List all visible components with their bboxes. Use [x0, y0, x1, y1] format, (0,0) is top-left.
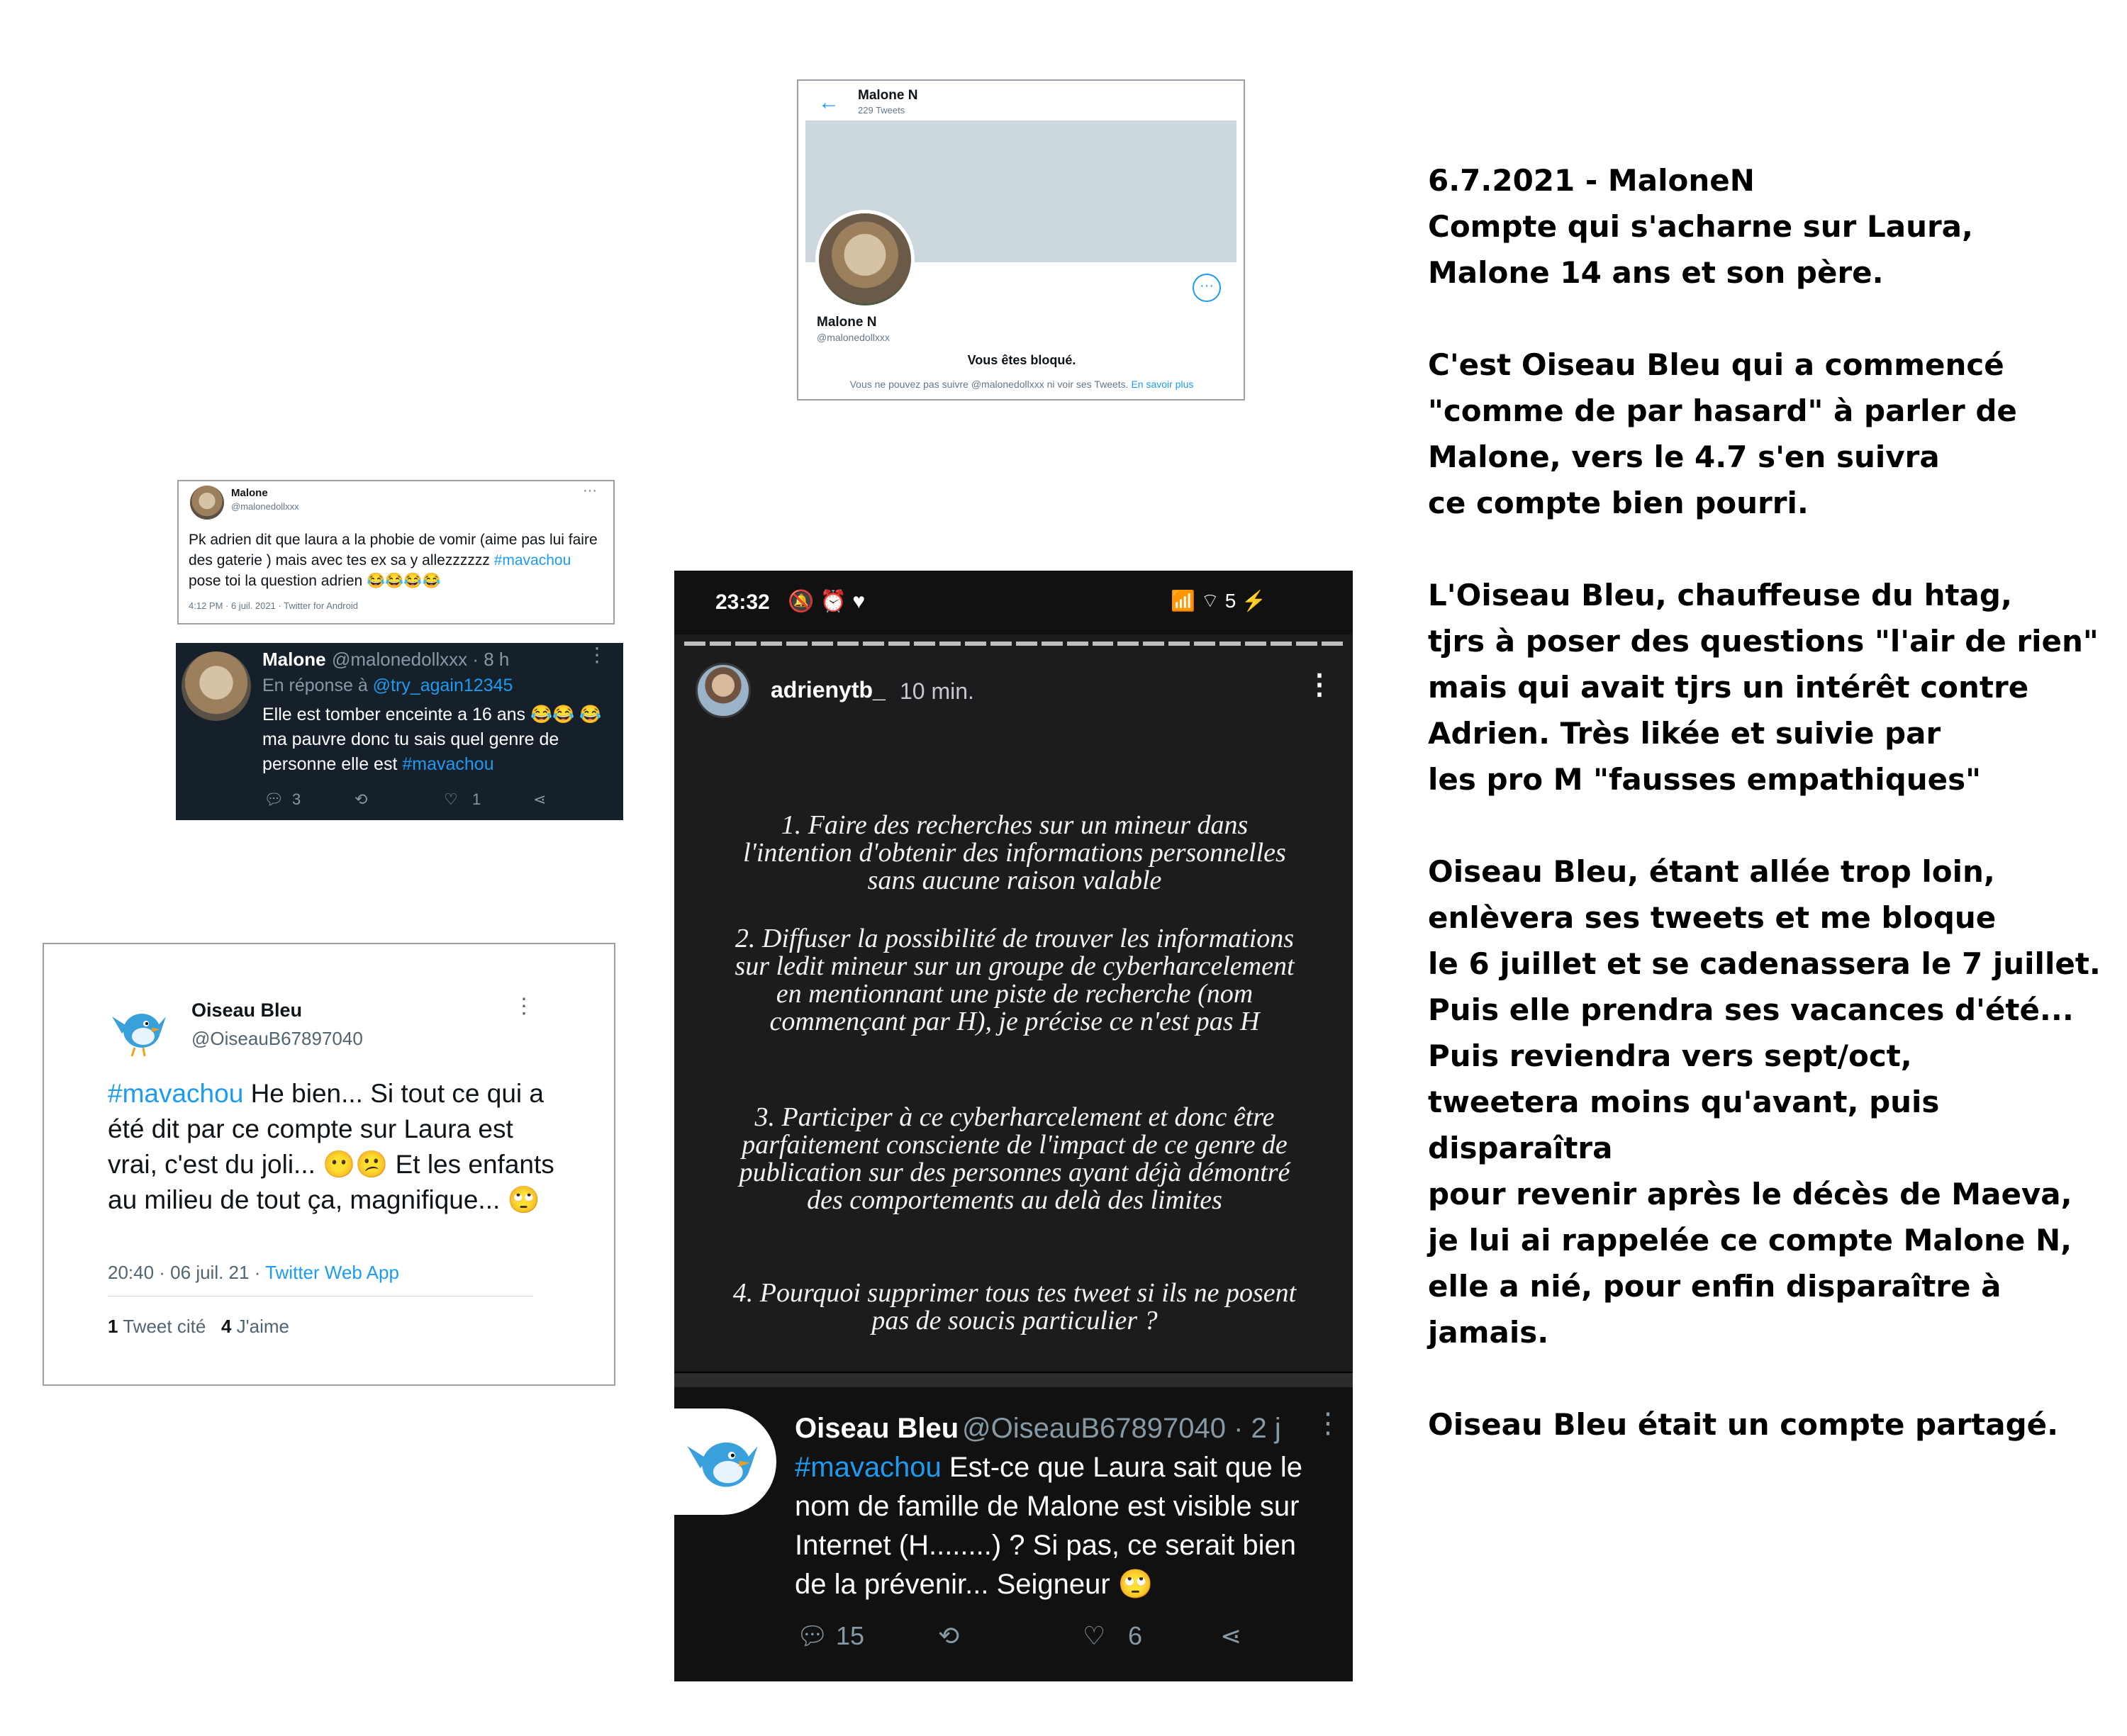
- tweet-text: [262, 702, 617, 777]
- reply-icon[interactable]: 💬︎: [796, 1621, 829, 1650]
- note-paragraph: Oiseau Bleu était un compte partagé.: [1428, 1407, 2059, 1442]
- hashtag-link[interactable]: #mavachou: [402, 754, 494, 774]
- reply-to-link[interactable]: @try_again12345: [372, 676, 513, 695]
- retweet-icon[interactable]: ⟲: [354, 790, 368, 808]
- hashtag-link[interactable]: #mavachou: [493, 552, 571, 569]
- blocked-profile-card: [797, 79, 1245, 401]
- tweet-body: Est-ce que Laura sait que le nom de famille de Malone est visible sur Internet (H........) ? Si pas, ce serait bien de la prévenir... Seigneur 🙄: [795, 1452, 1302, 1600]
- retweet-icon[interactable]: ⟲: [938, 1621, 960, 1650]
- note-paragraph: Oiseau Bleu, étant allée trop loin, enlèvera ses tweets et me bloque le 6 juillet et se cadenassera le 7 juillet. Puis elle prendra ses vacances d'été... Puis reviendra vers sept/oct, tweetera moins qu'avant, puis disparaîtra pour revenir après le décès de Maeva, je lui ai rappelée ce compte Malone N, elle a nié, pour enfin disparaître à jamais.: [1428, 854, 2101, 1350]
- tweet-timestamp: 20:40 · 06 juil. 21 ·: [108, 1262, 266, 1283]
- more-options-icon[interactable]: ⋮: [587, 644, 607, 666]
- share-icon[interactable]: ⋖: [533, 790, 547, 808]
- avatar[interactable]: [696, 663, 751, 718]
- avatar[interactable]: [815, 210, 915, 309]
- more-options-icon[interactable]: ···: [1193, 274, 1221, 302]
- blocked-info: [798, 379, 1245, 390]
- status-icons-left: 🔕 ⏰ ♥: [788, 590, 866, 613]
- learn-more-link[interactable]: En savoir plus: [1131, 379, 1194, 390]
- note-paragraph: 6.7.2021 - MaloneN Compte qui s'acharne sur Laura, Malone 14 ans et son père.: [1428, 163, 1973, 290]
- like-label[interactable]: J'aime: [231, 1316, 289, 1337]
- profile-display-name: Malone N: [817, 315, 877, 330]
- more-options-icon[interactable]: ⋮: [1314, 1408, 1342, 1439]
- profile-tweet-count: 229 Tweets: [858, 105, 905, 116]
- story-time: 10 min.: [900, 678, 974, 704]
- quote-label[interactable]: Tweet cité: [118, 1316, 206, 1337]
- tweet-meta: 4:12 PM · 6 juil. 2021 · Twitter for Android: [189, 600, 358, 611]
- hashtag-link[interactable]: #mavachou: [108, 1079, 244, 1108]
- more-options-icon[interactable]: ⋮: [513, 995, 535, 1018]
- divider: [674, 1372, 1353, 1387]
- status-time: 23:32: [715, 590, 770, 614]
- tweet-card-oiseau: [43, 943, 615, 1386]
- quote-count[interactable]: 1: [108, 1316, 118, 1337]
- reply-count: 3: [292, 790, 301, 808]
- story-item: 3. Participer à ce cyberharcelement et donc être parfaitement consciente de l'impact de ce genre de publication sur des personnes ayant déjà démontré des comportements au delà des limites: [739, 1102, 1290, 1215]
- reply-prefix: En réponse à: [262, 676, 373, 695]
- hashtag-link[interactable]: #mavachou: [795, 1452, 942, 1483]
- share-icon[interactable]: ⋖: [1220, 1621, 1242, 1650]
- embedded-tweet: [674, 1387, 1353, 1681]
- divider: [108, 1296, 533, 1297]
- tweet-author-handle[interactable]: @OiseauB67897040 · 2 j: [962, 1413, 1281, 1444]
- tweet-author-handle[interactable]: @OiseauB67897040: [191, 1028, 363, 1049]
- like-icon[interactable]: ♡: [1083, 1621, 1106, 1650]
- reply-count: 15: [836, 1621, 865, 1650]
- like-count[interactable]: 4: [220, 1316, 232, 1337]
- tweet-text: [108, 1076, 562, 1218]
- story-item: 4. Pourquoi supprimer tous tes tweet si ils ne posent pas de soucis particulier ?: [732, 1278, 1297, 1335]
- tweet-text: [189, 530, 607, 591]
- bird-icon: [680, 1418, 765, 1503]
- tweet-author-handle[interactable]: @malonedollxxx · 8 h: [332, 649, 510, 670]
- phone-story-screenshot: [674, 571, 1353, 1681]
- story-progress-bars: [684, 642, 1343, 646]
- tweet-author-name[interactable]: Oiseau Bleu: [795, 1413, 959, 1444]
- blocked-title: Vous êtes bloqué.: [967, 353, 1076, 367]
- like-count: 1: [472, 790, 481, 808]
- tweet-card-dark: [176, 643, 623, 820]
- reply-context: [262, 676, 513, 696]
- menu-dots-icon[interactable]: ⋮: [1305, 669, 1334, 700]
- tweet-meta: [108, 1262, 399, 1284]
- tweet-card: [177, 480, 615, 625]
- avatar[interactable]: [190, 486, 224, 520]
- tweet-author-name[interactable]: Malone: [231, 487, 268, 499]
- note-paragraph: C'est Oiseau Bleu qui a commencé "comme de par hasard" à parler de Malone, vers le 4.7 s'en suivra ce compte bien pourri.: [1428, 347, 2017, 520]
- tweet-source-link[interactable]: Twitter Web App: [265, 1262, 399, 1283]
- notes-panel: [1428, 157, 2123, 1494]
- tweet-text: [795, 1448, 1334, 1604]
- reply-icon[interactable]: 💬︎: [264, 790, 284, 808]
- back-arrow-icon[interactable]: ←: [818, 91, 839, 114]
- tweet-body: Elle est tomber enceinte a 16 ans 😂😂 😂 ma pauvre donc tu sais quel genre de personne elle est: [262, 705, 602, 774]
- tweet-author-name[interactable]: Oiseau Bleu: [191, 999, 303, 1021]
- blocked-text: Vous ne pouvez pas suivre @malonedollxxx ni voir ses Tweets.: [849, 379, 1129, 390]
- profile-handle: @malonedollxxx: [817, 332, 890, 343]
- avatar[interactable]: [674, 1409, 776, 1515]
- story-item: 2. Diffuser la possibilité de trouver les informations sur ledit mineur sur un groupe de cyberharcelement en mentionnant une piste de recherche (nom commençant par H), je précise ce n'est pas H: [735, 924, 1295, 1036]
- tweet-stats: [108, 1316, 289, 1338]
- tweet-author-name[interactable]: Malone: [262, 649, 326, 670]
- tweet-body-end: pose toi la question adrien 😂😂😂😂: [189, 573, 441, 589]
- avatar[interactable]: [182, 651, 251, 721]
- note-paragraph: L'Oiseau Bleu, chauffeuse du htag, tjrs à poser des questions "l'air de rien" mais qui avait tjrs un intérêt contre Adrien. Très likée et suivie par les pro M "fausses empathiques": [1428, 578, 2099, 797]
- tweet-author-handle[interactable]: @malonedollxxx: [231, 501, 299, 512]
- tweet-body: He bien... Si tout ce qui a été dit par ce compte sur Laura est vrai, c'est du joli... 😶😕 Et les enfants au milieu de tout ça, magnifique... 🙄: [108, 1079, 554, 1214]
- bird-avatar-icon[interactable]: [106, 995, 172, 1060]
- like-count: 6: [1128, 1621, 1143, 1650]
- tweet-body: Pk adrien dit que laura a la phobie de vomir (aime pas lui faire des gaterie ) mais avec tes ex sa y allezzzzzz: [189, 532, 598, 569]
- like-icon[interactable]: ♡: [444, 790, 458, 808]
- status-icons-right: 📶 ⌔ 5 ⚡: [1171, 590, 1266, 612]
- more-options-icon[interactable]: ···: [583, 483, 597, 498]
- story-item: 1. Faire des recherches sur un mineur dans l'intention d'obtenir des informations personnelles sans aucune raison valable: [743, 810, 1286, 895]
- profile-header-name: Malone N: [858, 88, 918, 103]
- story-username[interactable]: adrienytb_: [771, 677, 886, 702]
